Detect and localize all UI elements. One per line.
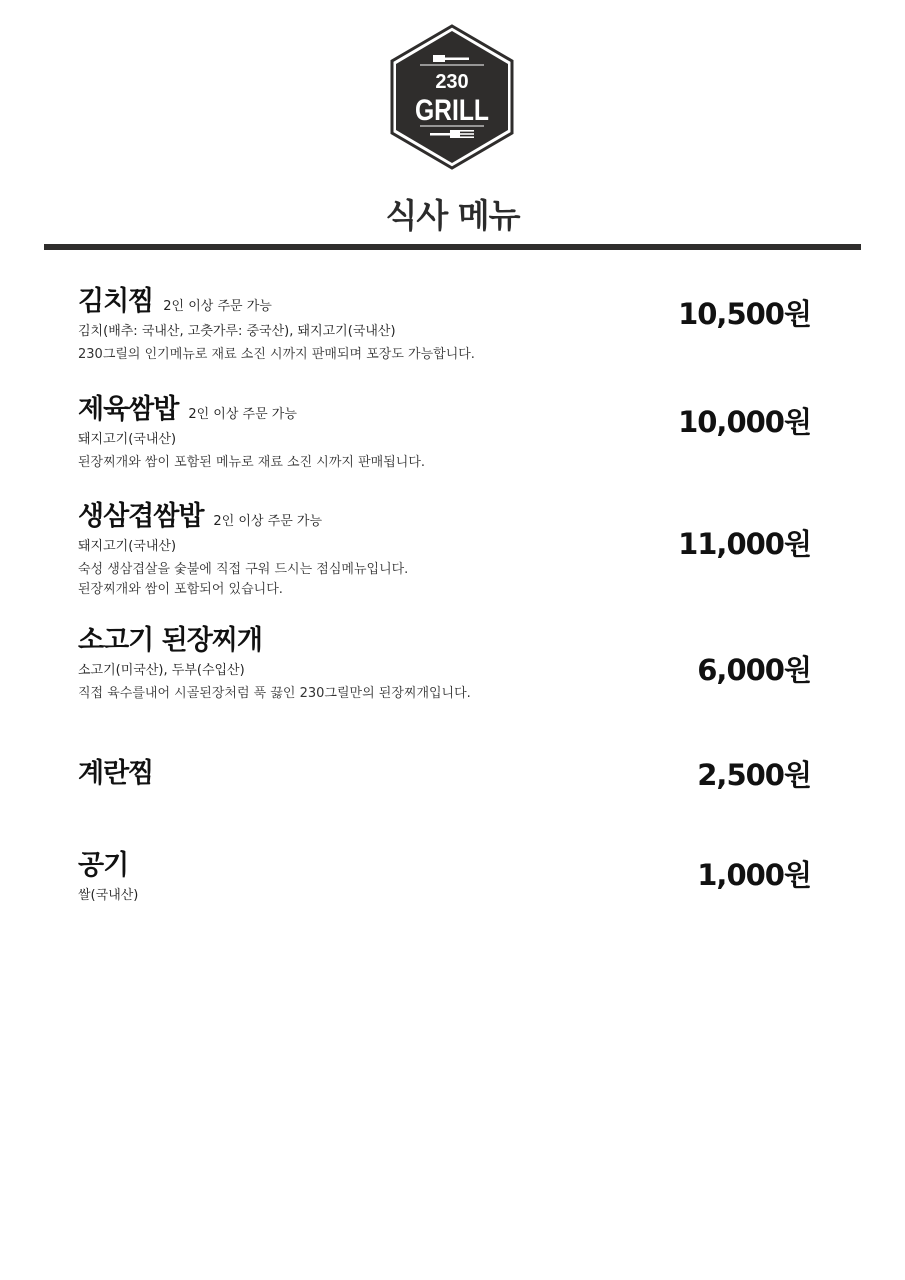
menu-item-name: 김치찜 — [78, 286, 154, 317]
menu-item-note: 2인 이상 주문 가능 — [213, 514, 322, 529]
description-line: 230그릴의 인기메뉴로 재료 소진 시까지 판매되며 포장도 가능합니다. — [78, 347, 475, 362]
menu-item-price: 10,500원 — [678, 297, 811, 331]
menu-item-name: 제육쌈밥 — [78, 394, 179, 425]
menu-item-origin: 쌀(국내산) — [78, 888, 139, 903]
menu-item-price: 2,500원 — [697, 758, 811, 792]
menu-item-price: 10,000원 — [678, 405, 811, 439]
menu-item-price: 1,000원 — [697, 858, 811, 892]
title-divider — [44, 244, 861, 250]
230-grill-logo — [388, 24, 516, 170]
menu-item-description — [78, 345, 818, 365]
menu-item-name: 생삼겹쌈밥 — [78, 501, 204, 532]
menu-item-description — [78, 560, 818, 600]
menu-item-origin: 김치(배추: 국내산, 고춧가루: 중국산), 돼지고기(국내산) — [78, 324, 396, 339]
description-line: 된장찌개와 쌈이 포함되어 있습니다. — [78, 582, 283, 597]
menu-item-note: 2인 이상 주문 가능 — [163, 299, 272, 314]
menu-item-description — [78, 453, 818, 473]
description-line: 숙성 생삼겹살을 숯불에 직접 구워 드시는 점심메뉴입니다. — [78, 562, 409, 577]
menu-item-price: 6,000원 — [697, 653, 811, 687]
svg-text:230: 230 — [435, 71, 469, 93]
svg-text:GRILL: GRILL — [415, 94, 489, 127]
page-title: 식사 메뉴 — [385, 196, 520, 235]
description-line: 직접 육수를내어 시골된장처럼 푹 끓인 230그릴만의 된장찌개입니다. — [78, 686, 471, 701]
description-line: 된장찌개와 쌈이 포함된 메뉴로 재료 소진 시까지 판매됩니다. — [78, 455, 426, 470]
menu-item-origin: 돼지고기(국내산) — [78, 432, 177, 447]
menu-item-origin: 돼지고기(국내산) — [78, 539, 177, 554]
menu-item-name: 공기 — [78, 850, 129, 881]
menu-item-name: 소고기 된장찌개 — [78, 625, 262, 656]
menu-item-price: 11,000원 — [678, 527, 811, 561]
menu-item-origin: 소고기(미국산), 두부(수입산) — [78, 663, 245, 678]
menu-item-note: 2인 이상 주문 가능 — [188, 407, 297, 422]
menu-item-name: 계란찜 — [78, 758, 154, 789]
